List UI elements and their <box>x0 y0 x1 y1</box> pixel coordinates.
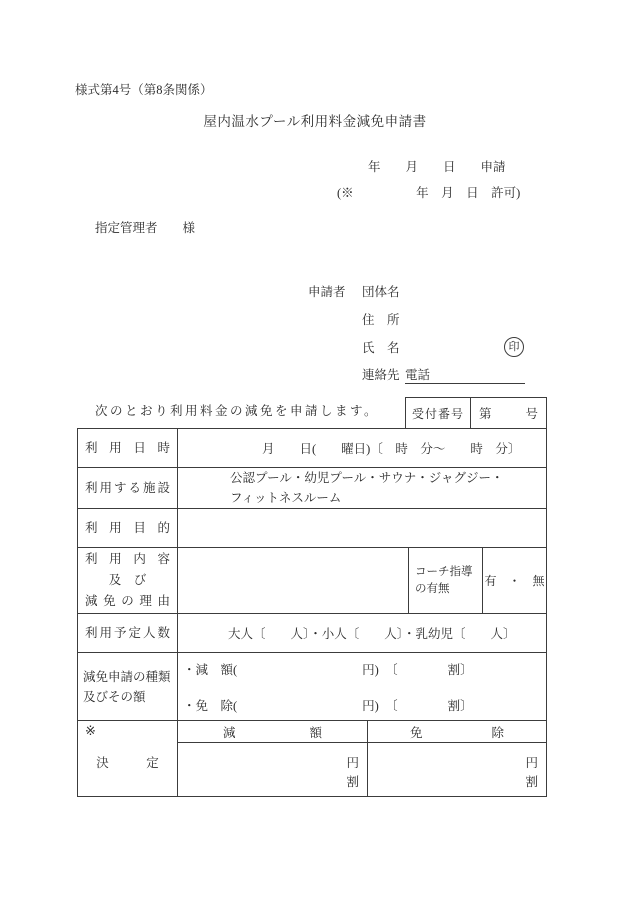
phone-label: 電話 <box>405 368 431 382</box>
exemption-unit-wari: 割 <box>525 775 538 789</box>
group-name-label: 団体名 <box>362 285 400 299</box>
row-persons-value[interactable] <box>178 614 546 653</box>
row-usage-datetime-value[interactable] <box>178 429 546 468</box>
coach-guidance-options[interactable] <box>483 548 546 614</box>
receipt-number-box <box>405 397 547 428</box>
exemption-unit-yen: 円 <box>525 756 538 770</box>
content-label-line-3: 減免の理由 <box>85 594 170 608</box>
phone-field[interactable] <box>405 367 525 384</box>
row-persons-label <box>78 614 178 653</box>
seal-character: 印 <box>508 340 520 353</box>
official-use-marker: ※ <box>85 723 96 738</box>
persons-label-text: 利用予定人数 <box>85 625 170 640</box>
facility-line-1: 公認プール・幼児プール・サウナ・ジャグジー・ <box>230 471 504 485</box>
usage-datetime-value-text: 月 日( 曜日)〔 時 分～ 時 分〕 <box>262 442 521 456</box>
row-purpose-label <box>78 509 178 548</box>
application-date-line: 年 月 日 申請 <box>368 160 506 174</box>
receipt-suffix: 号 <box>525 407 538 421</box>
name-label: 氏 名 <box>362 341 400 355</box>
row-facility-label <box>78 468 178 509</box>
row-facility-value <box>178 468 546 509</box>
reduction-line-1: ・減 額( 円) 〔 割〕 <box>183 662 473 677</box>
decision-exemption-value[interactable] <box>368 743 546 796</box>
row-purpose-value[interactable] <box>178 509 546 548</box>
facility-label-text: 利用する施設 <box>85 480 170 495</box>
exemption-header-char-2: 除 <box>491 725 504 740</box>
reduction-header-char-1: 減 <box>223 725 236 740</box>
coach-guidance-label-text: コーチ指導の有無 <box>415 565 473 595</box>
permit-date-line: (※ 年 月 日 許可) <box>337 186 521 200</box>
form-number: 様式第4号（第8条関係） <box>75 83 213 97</box>
coach-guidance-label <box>409 548 483 614</box>
decision-exemption-header <box>368 721 546 743</box>
decision-reduction-value[interactable] <box>178 743 368 796</box>
purpose-label-text: 利用目的 <box>85 520 170 535</box>
row-reduction-type-value[interactable] <box>178 653 546 721</box>
decision-label-text: 決 定 <box>96 756 159 770</box>
content-label-line-2: 及 び <box>108 573 147 587</box>
receipt-prefix: 第 <box>479 407 492 421</box>
reduction-label-line-1: 減免申請の種類 <box>83 669 171 684</box>
reduction-unit-yen: 円 <box>346 756 359 770</box>
reduction-line-2: ・免 除( 円) 〔 割〕 <box>183 698 473 713</box>
content-label-line-1: 利用内容 <box>85 552 170 566</box>
application-table <box>77 428 547 797</box>
page-title: 屋内温水プール利用料金減免申請書 <box>203 114 427 129</box>
usage-datetime-label-text: 利用日時 <box>85 440 170 455</box>
declaration-text: 次のとおり利用料金の減免を申請します。 <box>95 404 380 418</box>
row-decision-label <box>78 721 178 796</box>
addressee-line: 指定管理者 様 <box>95 221 196 235</box>
address-label: 住 所 <box>362 313 400 327</box>
row-usage-datetime-label <box>78 429 178 468</box>
decision-reduction-header <box>178 721 368 743</box>
exemption-header-char-1: 免 <box>410 725 423 740</box>
receipt-number-value[interactable] <box>471 398 546 428</box>
coach-options-text: 有 ・ 無 <box>484 574 545 588</box>
persons-value-text: 大人〔 人〕・小人〔 人〕・乳幼児〔 人〕 <box>228 627 516 641</box>
row-content-reason-value[interactable] <box>178 548 409 614</box>
row-content-reason-label <box>78 548 178 614</box>
contact-label: 連絡先 <box>362 368 400 382</box>
reduction-header-char-2: 額 <box>309 725 322 740</box>
seal-mark-icon <box>504 337 524 357</box>
reduction-label-line-2: 及びその額 <box>83 689 146 704</box>
reduction-unit-wari: 割 <box>346 775 359 789</box>
facility-line-2: フィットネスルーム <box>230 491 342 505</box>
receipt-number-label: 受付番号 <box>406 398 471 428</box>
row-reduction-type-label <box>78 653 178 721</box>
applicant-label: 申請者 <box>308 285 346 299</box>
